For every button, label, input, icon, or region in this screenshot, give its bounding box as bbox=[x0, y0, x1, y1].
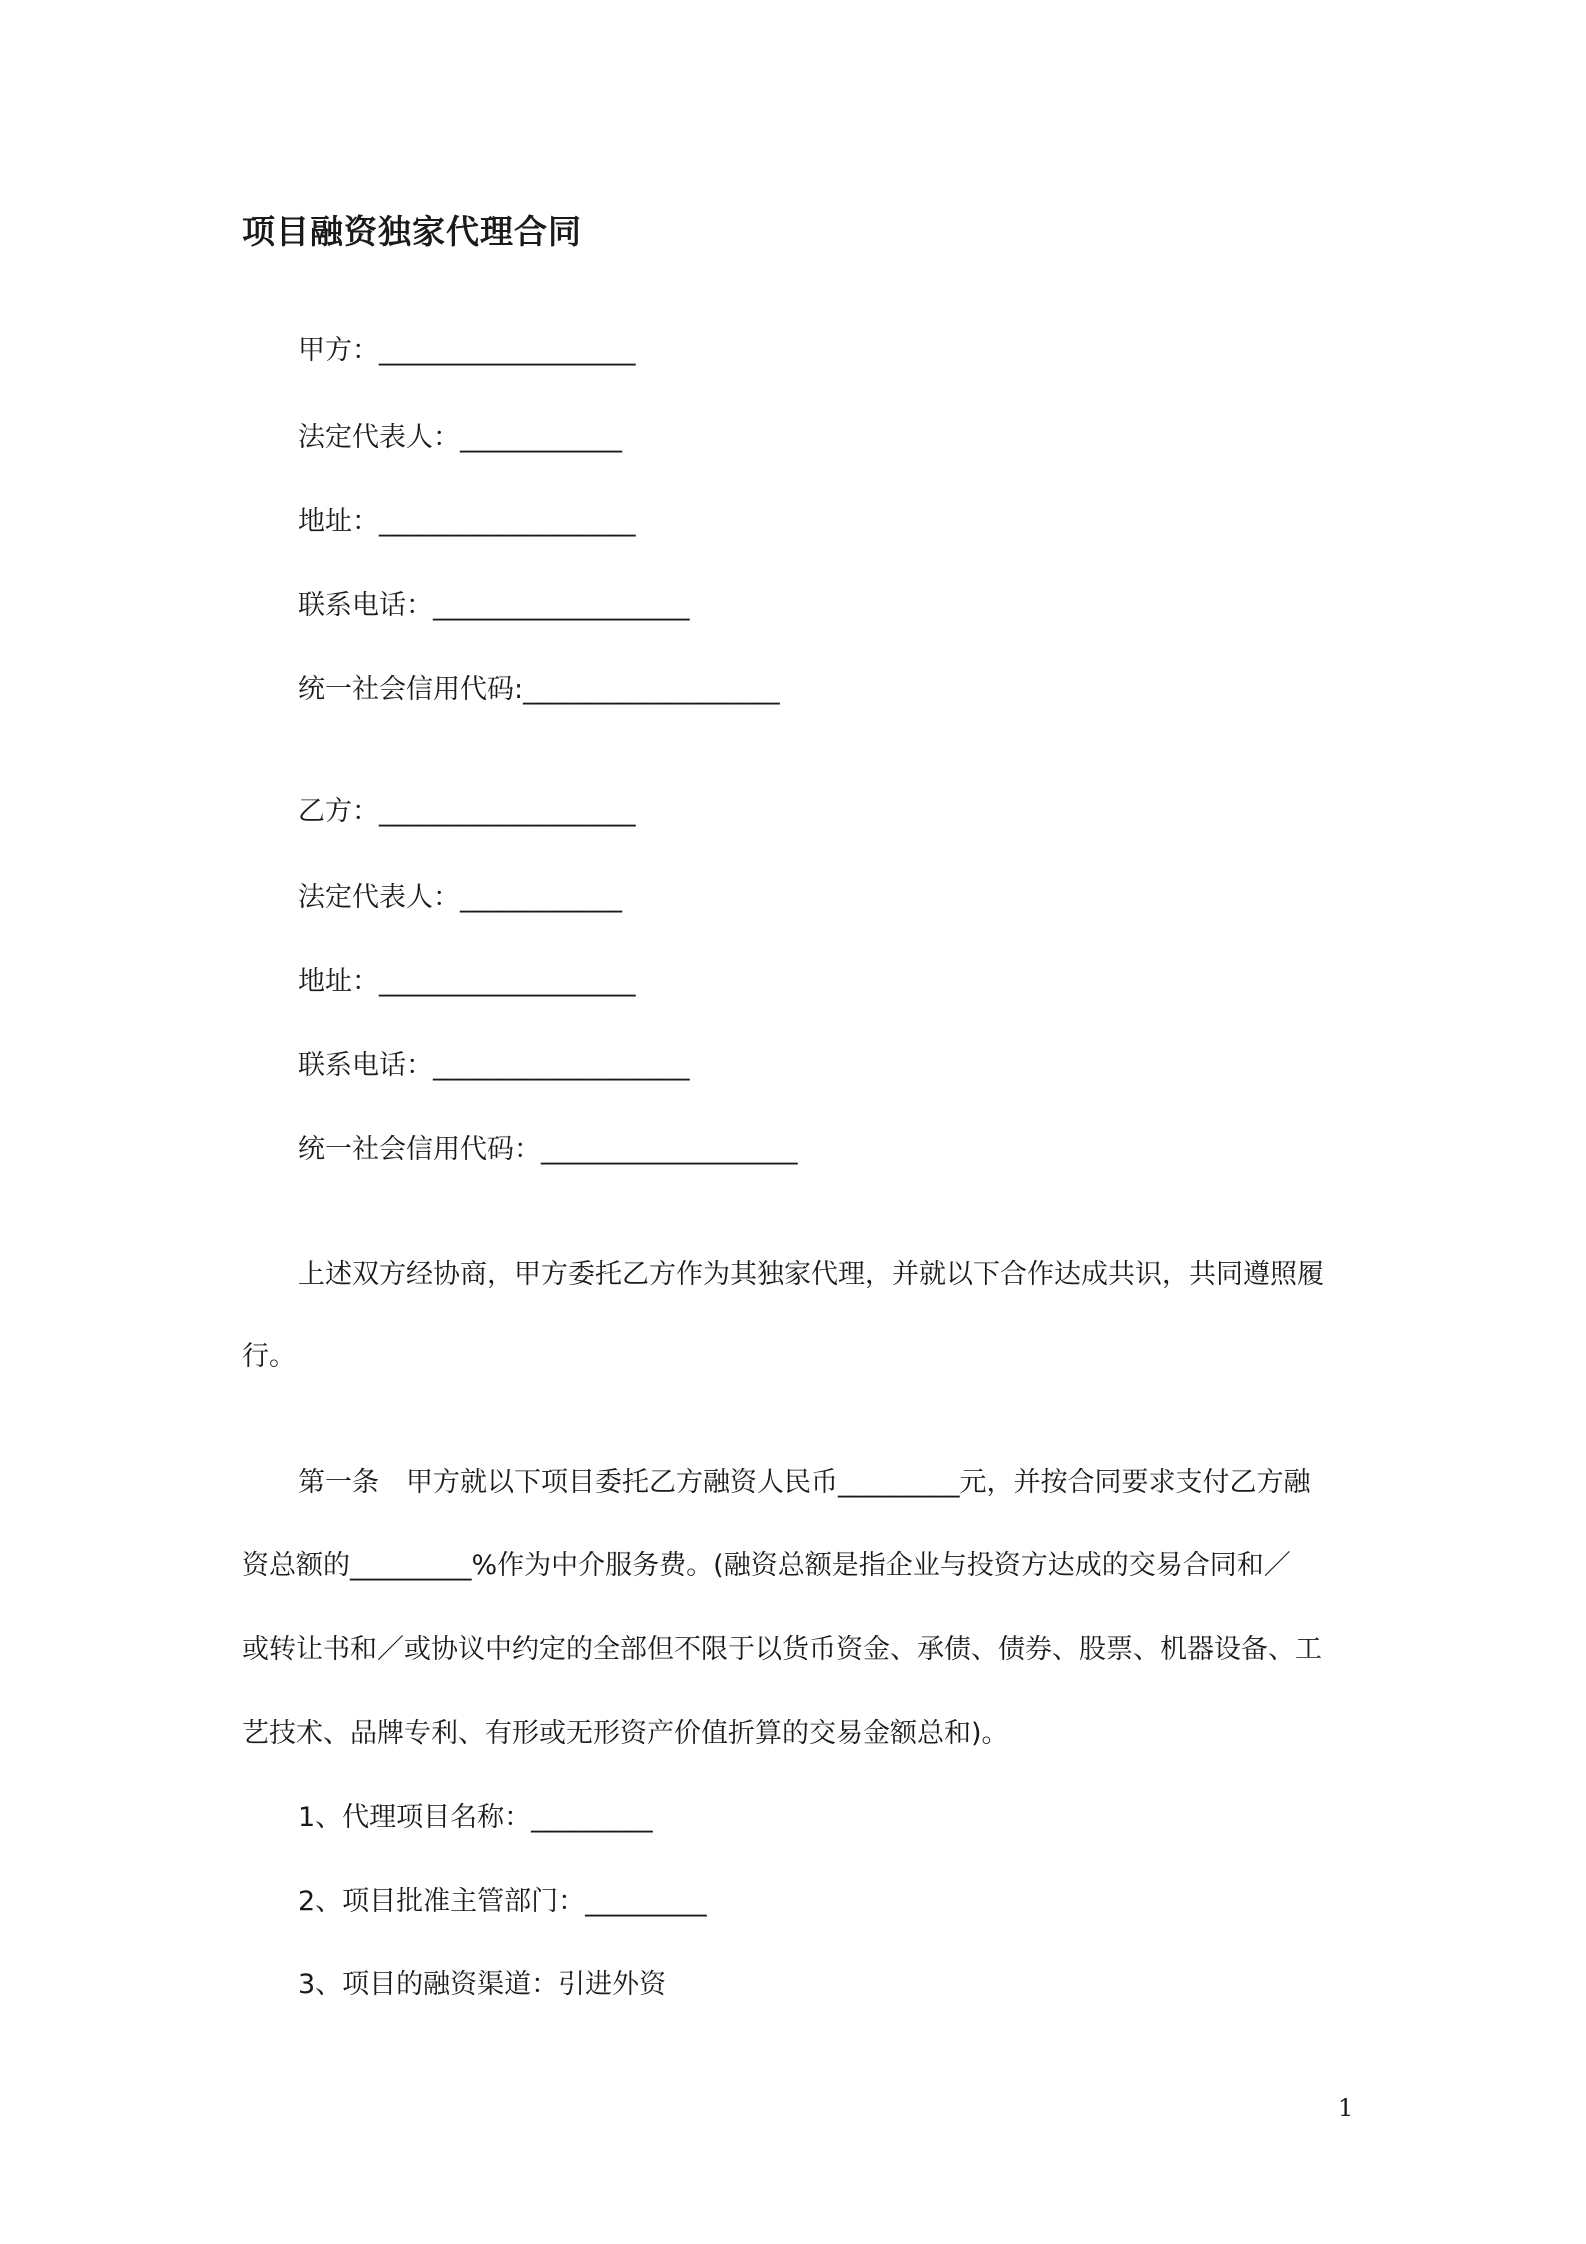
article1-line-3: 或转让书和／或协议中约定的全部但不限于以货币资金、承债、债券、股票、机器设备、工 bbox=[242, 1634, 1322, 1665]
party-b-name: 乙方：___________________ bbox=[298, 796, 636, 827]
item-project-name: 1、代理项目名称：_________ bbox=[298, 1802, 653, 1833]
party-a-name: 甲方：___________________ bbox=[298, 335, 636, 366]
item-approval-department: 2、项目批准主管部门：_________ bbox=[298, 1886, 707, 1917]
page-number: 1 bbox=[1338, 2094, 1354, 2122]
party-a-address: 地址：___________________ bbox=[298, 506, 636, 537]
party-b-legal-rep: 法定代表人：____________ bbox=[298, 882, 622, 913]
preamble-line-1: 上述双方经协商，甲方委托乙方作为其独家代理，并就以下合作达成共识，共同遵照履 bbox=[298, 1259, 1324, 1290]
party-a-credit-code: 统一社会信用代码:___________________ bbox=[298, 674, 780, 705]
party-b-address: 地址：___________________ bbox=[298, 966, 636, 997]
preamble-line-2: 行。 bbox=[242, 1341, 296, 1372]
article1-line-2: 资总额的_________%作为中介服务费。(融资总额是指企业与投资方达成的交易合同和／ bbox=[242, 1550, 1291, 1581]
party-a-phone: 联系电话：___________________ bbox=[298, 590, 690, 621]
article1-line-4: 艺技术、品牌专利、有形或无形资产价值折算的交易金额总和)。 bbox=[242, 1718, 1009, 1749]
party-a-legal-rep: 法定代表人：____________ bbox=[298, 422, 622, 453]
item-financing-channel: 3、项目的融资渠道：引进外资 bbox=[298, 1969, 667, 2000]
document-title: 项目融资独家代理合同 bbox=[242, 212, 582, 251]
article1-line-1: 第一条 甲方就以下项目委托乙方融资人民币_________元，并按合同要求支付乙方融 bbox=[298, 1467, 1311, 1498]
party-b-credit-code: 统一社会信用代码：___________________ bbox=[298, 1134, 798, 1165]
party-b-phone: 联系电话：___________________ bbox=[298, 1050, 690, 1081]
